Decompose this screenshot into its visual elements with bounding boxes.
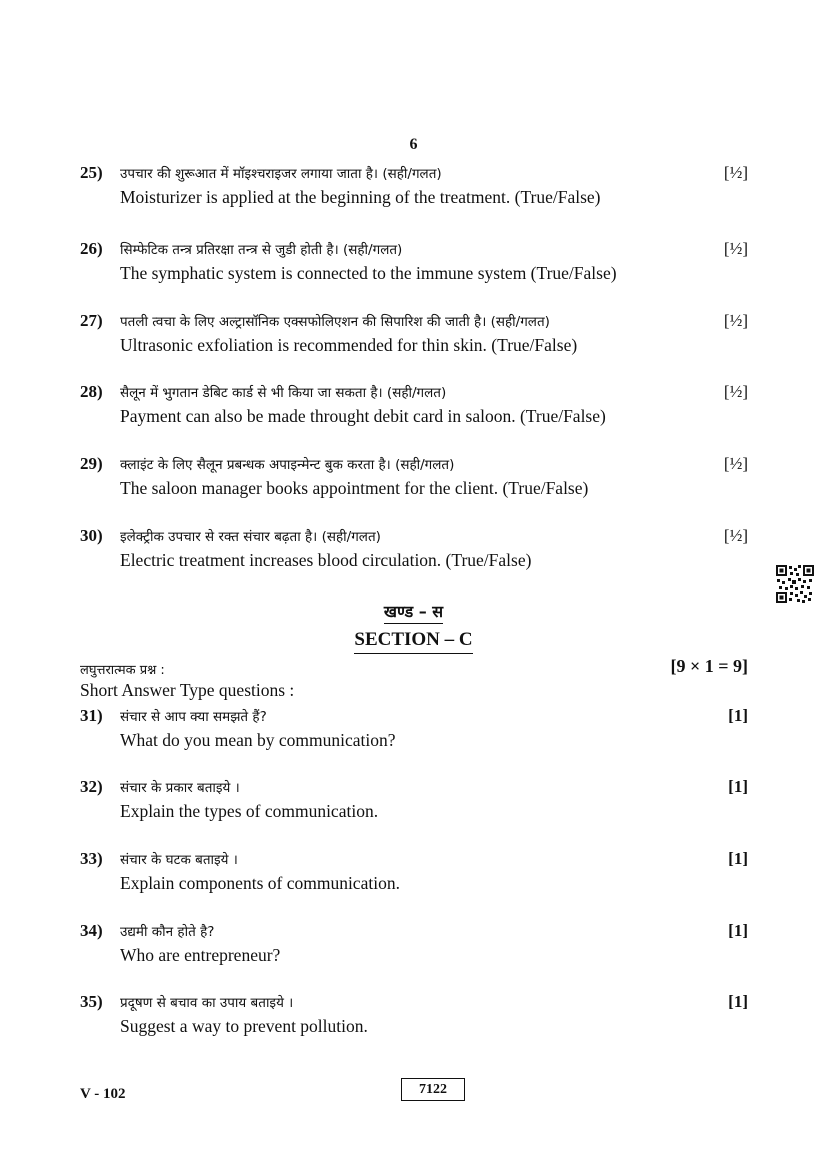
question-marks: [½] — [723, 454, 748, 473]
question-text-english: Moisturizer is applied at the beginning of the treatment. (True/False) — [120, 187, 601, 207]
question-number: 28) — [80, 382, 103, 401]
question-text-hindi: प्रदूषण से बचाव का उपाय बताइये । — [120, 995, 294, 1011]
question-type-hindi: लघुत्तरात्मक प्रश्न : — [80, 663, 165, 678]
paper-code: V - 102 — [80, 1086, 126, 1102]
question-text-hindi: इलेक्ट्रीक उपचार से रक्त संचार बढ़ता है। (सही/गलत) — [120, 529, 381, 545]
question-text-english: The saloon manager books appointment for the client. (True/False) — [120, 478, 589, 498]
paper-box-code: 7122 — [401, 1078, 465, 1101]
question-number: 33) — [80, 849, 103, 868]
question-marks: [½] — [723, 526, 748, 545]
question-marks: [1] — [728, 992, 748, 1011]
question-text-english: Electric treatment increases blood circulation. (True/False) — [120, 550, 532, 570]
question-number: 32) — [80, 777, 103, 796]
question-number: 29) — [80, 454, 103, 473]
question-number: 27) — [80, 311, 103, 330]
question-text-english: Ultrasonic exfoliation is recommended for thin skin. (True/False) — [120, 335, 578, 355]
question-number: 25) — [80, 163, 103, 182]
qr-code-icon — [776, 565, 814, 603]
question-marks: [1] — [728, 777, 748, 796]
question-number: 31) — [80, 706, 103, 725]
section-title-english: SECTION – C — [0, 629, 827, 651]
question-text-hindi: सैलून में भुगतान डेबिट कार्ड से भी किया जा सकता है। (सही/गलत) — [120, 385, 447, 401]
question-text-english: The symphatic system is connected to the immune system (True/False) — [120, 263, 617, 283]
question-number: 34) — [80, 921, 103, 940]
question-text-hindi: संचार से आप क्या समझते हैं? — [120, 709, 267, 725]
question-text-english: Explain the types of communication. — [120, 801, 379, 821]
question-type-english: Short Answer Type questions : — [80, 680, 295, 700]
question-marks: [1] — [728, 921, 748, 940]
question-number: 35) — [80, 992, 103, 1011]
question-text-english: Suggest a way to prevent pollution. — [120, 1016, 368, 1036]
question-text-hindi: संचार के प्रकार बताइये । — [120, 780, 240, 796]
question-marks: [½] — [723, 311, 748, 330]
question-text-hindi: सिम्फेटिक तन्त्र प्रतिरक्षा तन्त्र से जुडी होती है। (सही/गलत) — [120, 242, 403, 258]
question-text-english: Who are entrepreneur? — [120, 945, 281, 965]
question-marks: [1] — [728, 706, 748, 725]
question-text-english: Explain components of communication. — [120, 873, 400, 893]
question-text-hindi: संचार के घटक बताइये । — [120, 852, 238, 868]
page-number: 6 — [409, 136, 418, 153]
section-total-marks: [9 × 1 = 9] — [670, 656, 748, 676]
question-text-hindi: उद्यमी कौन होते है? — [120, 924, 215, 940]
question-text-hindi: उपचार की शुरूआत में मॉइश्चराइजर लगाया जाता है। (सही/गलत) — [120, 166, 442, 182]
question-marks: [½] — [723, 163, 748, 182]
question-text-hindi: पतली त्वचा के लिए अल्ट्रासॉनिक एक्सफोलिएशन की सिपारिश की जाती है। (सही/गलत) — [120, 314, 550, 330]
question-marks: [½] — [723, 382, 748, 401]
question-text-english: What do you mean by communication? — [120, 730, 396, 750]
question-marks: [1] — [728, 849, 748, 868]
question-number: 30) — [80, 526, 103, 545]
section-title-hindi: खण्ड – स — [0, 600, 827, 622]
question-number: 26) — [80, 239, 103, 258]
question-text-english: Payment can also be made throught debit card in saloon. (True/False) — [120, 406, 606, 426]
question-marks: [½] — [723, 239, 748, 258]
question-text-hindi: क्लाइंट के लिए सैलून प्रबन्धक अपाइन्मेन्ट बुक करता है। (सही/गलत) — [120, 457, 455, 473]
